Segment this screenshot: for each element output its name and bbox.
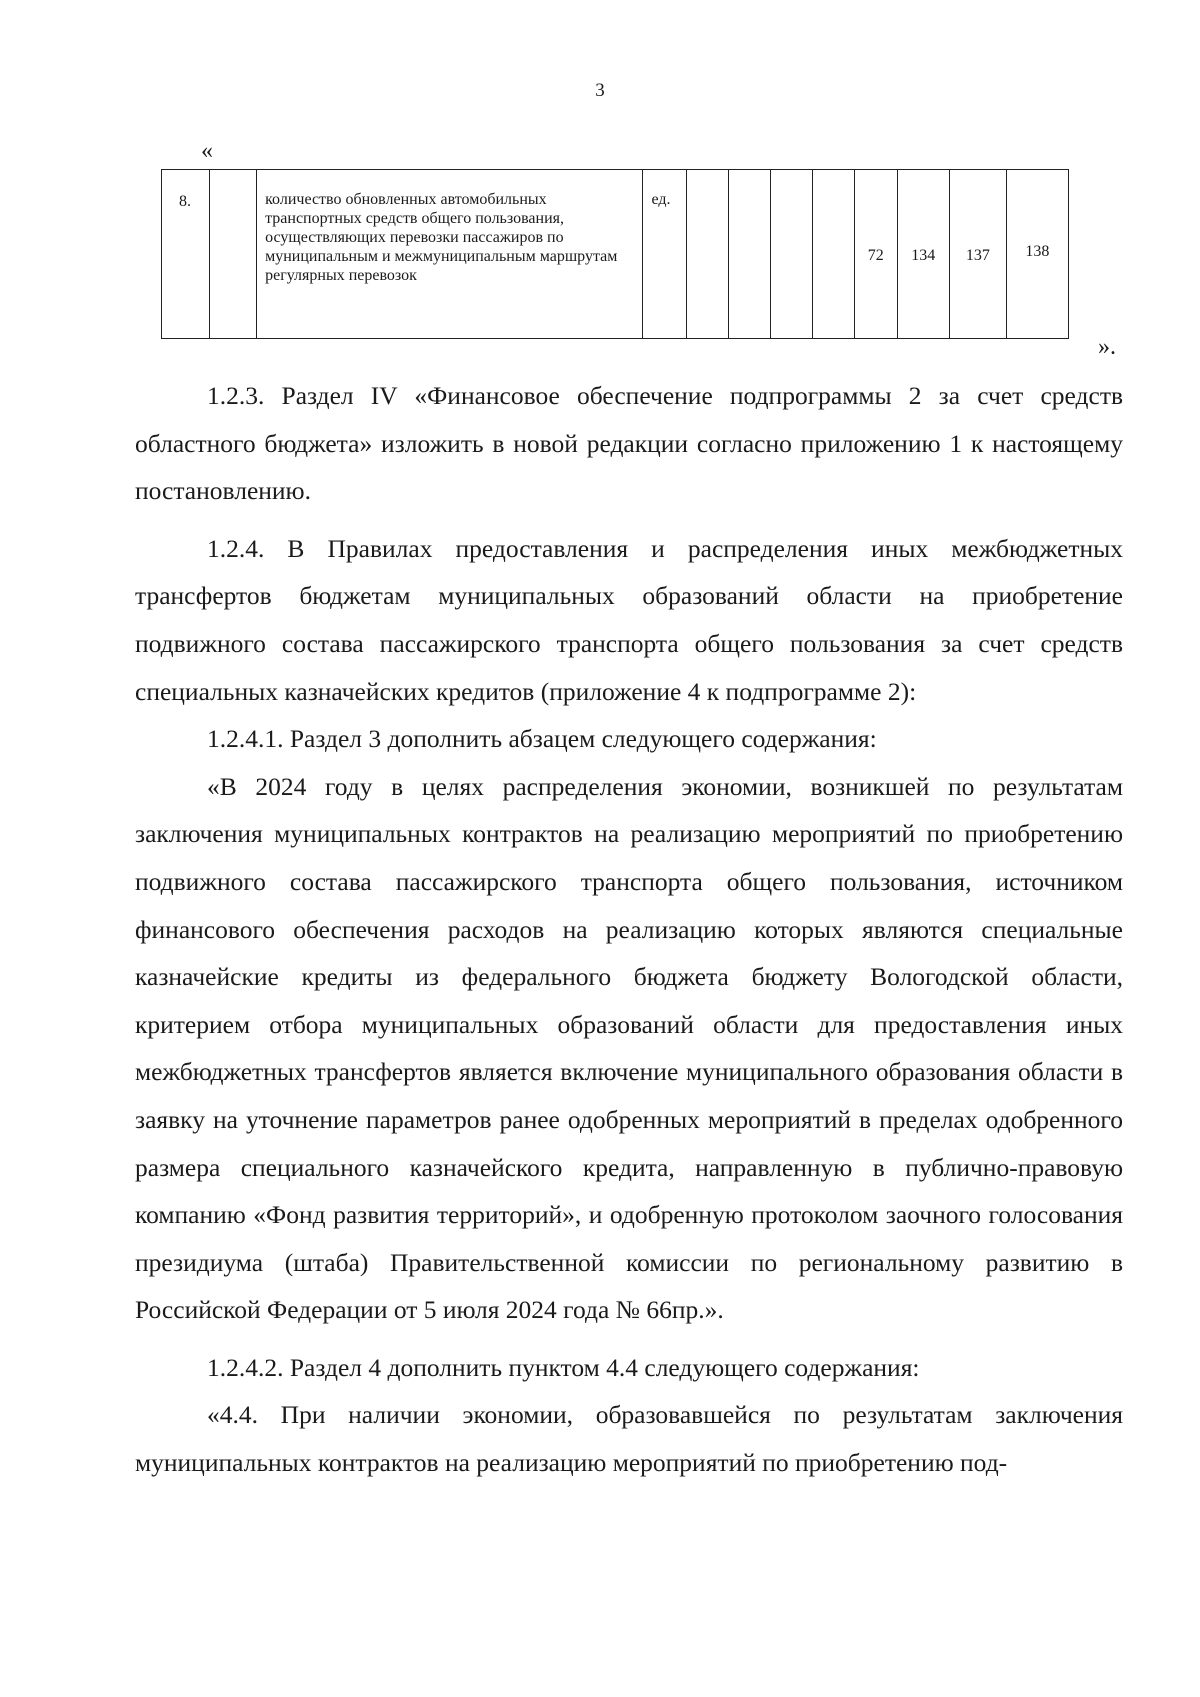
paragraph-1-2-4-1: 1.2.4.1. Раздел 3 дополнить абзацем следующего содержания: — [207, 724, 877, 754]
value-cell — [812, 170, 854, 339]
indicator-description: количество обновленных автомобильных транспортных средств общего пользования, осуществляющих перевозки пассажиров по муниципальным и межмуниципальным маршрутам регулярных перевозок — [257, 170, 642, 339]
table-row — [162, 170, 1069, 339]
value-cell — [728, 170, 770, 339]
unit-cell: ед. — [642, 170, 686, 339]
paragraph-1-2-3: 1.2.3. Раздел IV «Финансовое обеспечение подпрограммы 2 за счет средств областного бюджета» изложить в новой редакции согласно приложению 1 к настоящему постановлению. — [135, 381, 1123, 506]
value-cell: 137 — [949, 170, 1006, 339]
paragraph-1-2-4-2: 1.2.4.2. Раздел 4 дополнить пунктом 4.4 следующего содержания: — [207, 1352, 920, 1382]
paragraph-quoted-2: «4.4. При наличии экономии, образовавшейся по результатам заключения муниципальных контрактов на реализацию мероприятий по приобретению под- — [135, 1400, 1123, 1478]
value-cell: 72 — [854, 170, 897, 339]
indicator-table — [161, 169, 1069, 339]
row-number: 8. — [162, 170, 210, 339]
paragraph-1-2-4: 1.2.4. В Правилах предоставления и распределения иных межбюджетных трансфертов бюджетам муниципальных образований области на приобретение подвижного состава пассажирского транспорта общего пользования за счет средств специальных казначейских кредитов (приложение 4 к подпрограмме 2): — [135, 533, 1123, 706]
empty-cell — [210, 170, 257, 339]
value-cell: 134 — [897, 170, 949, 339]
value-cell — [770, 170, 812, 339]
table-close-quote: ». — [1098, 334, 1116, 360]
paragraph-quoted-1: «В 2024 году в целях распределения экономии, возникшей по результатам заключения муниципальных контрактов на реализацию мероприятий по приобретению подвижного состава пассажирского транспорта общего пользования, источником финансового обеспечения расходов на реализацию которых являются специальные казначейские кредиты из федерального бюджета бюджету Вологодской области, критерием отбора муниципальных образований области для предоставления иных межбюджетных трансфертов является включение муниципального образования области в заявку на уточнение параметров ранее одобренных мероприятий в пределах одобренного размера специального казначейского кредита, направленную в публично-правовую компанию «Фонд развития территорий», и одобренную протоколом заочного голосования президиума (штаба) Правительственной комиссии по региональному развитию в Российской Федерации от 5 июля 2024 года № 66пр.». — [135, 771, 1123, 1325]
page-number: 3 — [595, 80, 605, 101]
table-open-quote: « — [201, 138, 213, 164]
value-cell — [686, 170, 728, 339]
value-cell: 138 — [1006, 170, 1068, 339]
document-body — [135, 372, 1123, 1487]
